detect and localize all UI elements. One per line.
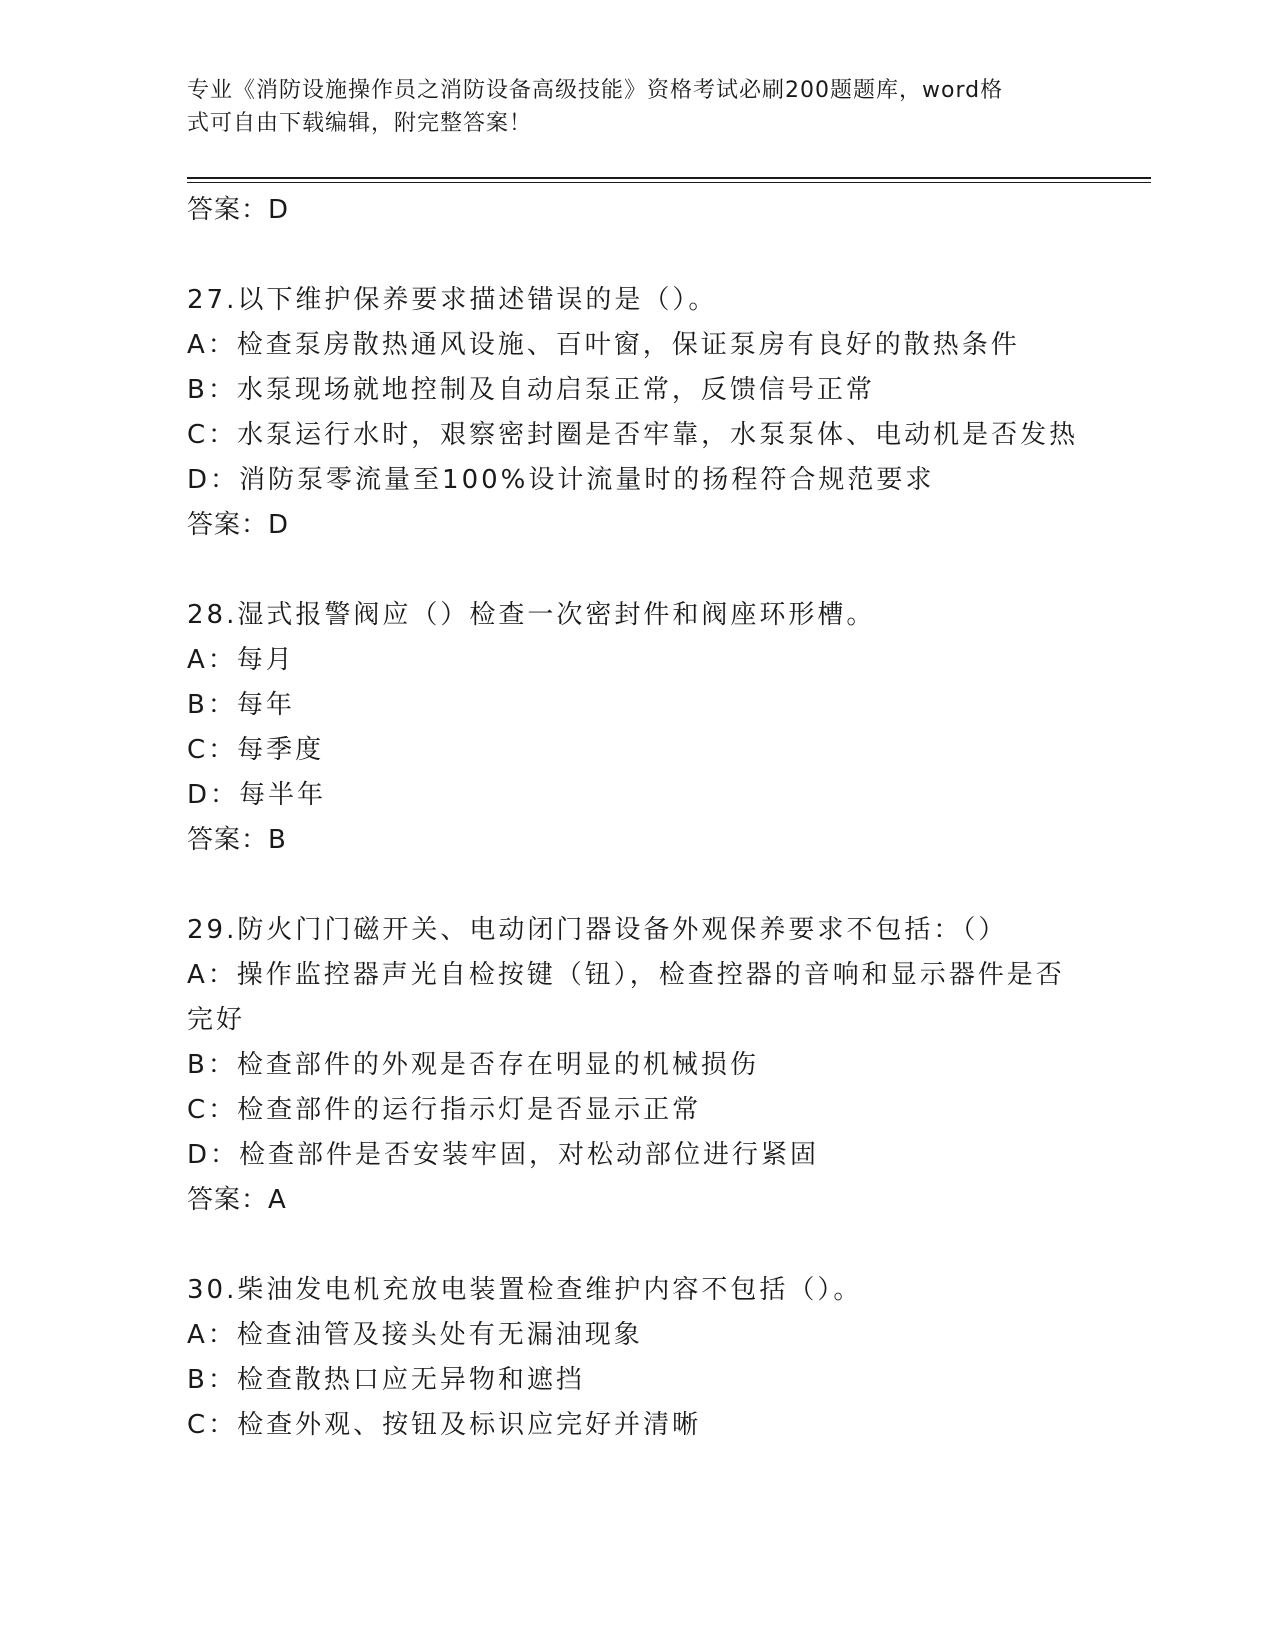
question-29 — [187, 908, 1087, 1223]
option-c: C：检查部件的运行指示灯是否显示正常 — [187, 1095, 702, 1125]
header-line-1: 专业《消防设施操作员之消防设备高级技能》资格考试必刷200题题库，word格 — [187, 78, 1004, 103]
option-c: C：水泵运行水时，艰察密封圈是否牢靠，水泵泵体、电动机是否发热 — [187, 420, 1079, 450]
header-divider-thin — [187, 182, 1151, 183]
option-d: D：每半年 — [187, 780, 327, 810]
question-stem: 30.柴油发电机充放电装置检查维护内容不包括（）。 — [187, 1275, 863, 1305]
question-answer: 答案：D — [187, 510, 290, 540]
option-a: A：检查泵房散热通风设施、百叶窗，保证泵房有良好的散热条件 — [187, 330, 1020, 360]
option-d: D：检查部件是否安装牢固，对松动部位进行紧固 — [187, 1140, 820, 1170]
question-answer: 答案：A — [187, 1185, 287, 1215]
question-stem: 28.湿式报警阀应（）检查一次密封件和阀座环形槽。 — [187, 600, 876, 630]
option-a: A：每月 — [187, 645, 295, 675]
question-28 — [187, 593, 1087, 863]
question-answer: 答案：B — [187, 825, 287, 855]
option-b: B：每年 — [187, 690, 295, 720]
option-b: B：检查部件的外观是否存在明显的机械损伤 — [187, 1050, 759, 1080]
question-stem: 29.防火门门磁开关、电动闭门器设备外观保养要求不包括：（） — [187, 915, 1008, 945]
option-d: D：消防泵零流量至100%设计流量时的扬程符合规范要求 — [187, 465, 935, 495]
header-line-2: 式可自由下载编辑，附完整答案！ — [187, 111, 533, 136]
previous-answer: 答案：D — [187, 195, 290, 225]
option-a: A：操作监控器声光自检按键（钮），检查控器的音响和显示器件是否 — [187, 960, 1065, 990]
option-a: A：检查油管及接头处有无漏油现象 — [187, 1320, 643, 1350]
question-list — [187, 188, 1087, 1448]
option-c: C：每季度 — [187, 735, 325, 765]
option-b: B：水泵现场就地控制及自动启泵正常，反馈信号正常 — [187, 375, 875, 405]
option-b: B：检查散热口应无异物和遮挡 — [187, 1365, 585, 1395]
option-c: C：检查外观、按钮及标识应完好并清晰 — [187, 1410, 702, 1440]
document-header — [187, 74, 1067, 140]
question-stem: 27.以下维护保养要求描述错误的是（）。 — [187, 285, 718, 315]
question-30 — [187, 1268, 1087, 1448]
option-a-continued: 完好 — [187, 1005, 246, 1035]
header-divider-thick — [187, 177, 1151, 179]
question-27 — [187, 278, 1087, 548]
